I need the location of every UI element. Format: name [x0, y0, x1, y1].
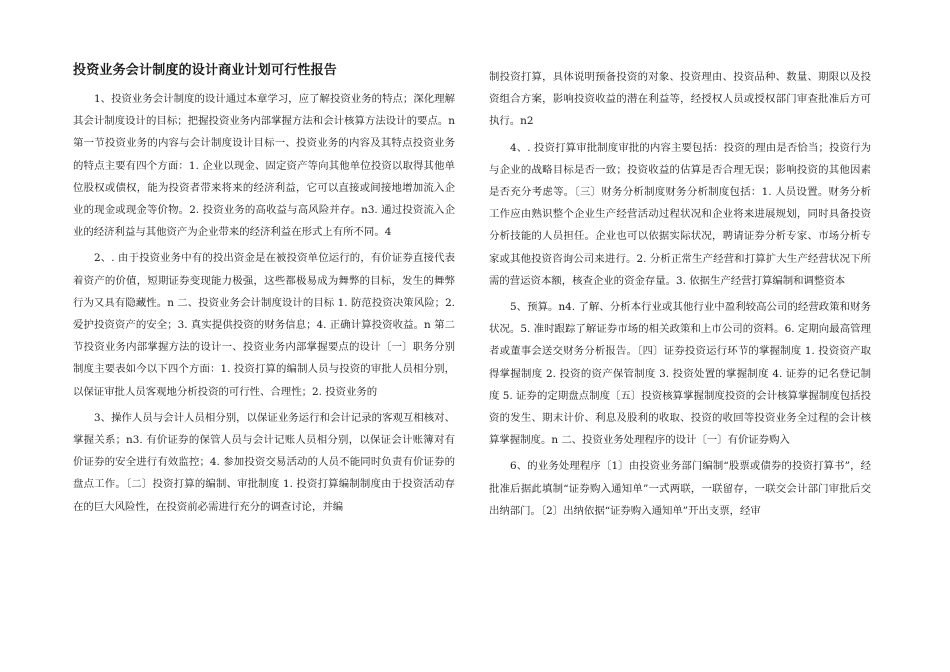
left-column — [73, 62, 455, 522]
paragraph-2: 2、. 由于投资业务中有的投出资金是在被投资单位运行的，有价证券直接代表着资产的价值，短期证券变现能力极强，这些都极易成为舞弊的目标，发生的舞弊行为又具有隐藏性。n 二、投资业务会计制度设计的目标 1. 防范投资决策风险；2. 爱护投资资产的安全；3. 真实提供投资的财务信息；4. 正确计算投资收益。n 第二节投资业务内部掌握方法的设计一、投资业务内部掌握要点的设计〔一〕职务分别制度主要表如今以下四个方面：1. 投资打算的编制人员与投资的审批人员相分别，以保证审批人员客观地分析投资的可行性、合理性；2. 投资业务的 — [73, 252, 455, 398]
document-title: 投资业务会计制度的设计商业计划可行性报告 — [73, 63, 338, 78]
paragraph-6: 6、的业务处理程序〔1〕由投资业务部门编制“股票或债券的投资打算书”，经批准后据此填制“证券购入通知单”一式两联，一联留存，一联交会计部门审批后交出纳部门。〔2〕出纳依据“证券购入通知单”开出支票，经审 — [489, 460, 871, 517]
paragraph-3-continued: 制投资打算，具体说明预备投资的对象、投资理由、投资品种、数量、期限以及投资组合方案，影响投资收益的潜在利益等，经授权人员或授权部门审查批准后方可执行。n2 — [489, 71, 871, 128]
paragraph-5: 5、预算。n4. 了解、分析本行业或其他行业中盈利较高公司的经营政策和财务状况。5. 准时跟踪了解证券市场的相关政策和上市公司的资料。6. 定期向最高管理者或董事会送交财务分析报告。〔四〕证券投资运行环节的掌握制度 1. 投资资产取得掌握制度 2. 投资的资产保管制度 3. 投资处置的掌握制度 4. 证券的记名登记制度 5. 证券的定期盘点制度〔五〕投资核算掌握制度投资的会计核算掌握制度包括投资的发生、期末计价、利息及股利的收取、投资的收回等投资业务全过程的会计核算掌握制度。n 二、投资业务处理程序的设计〔一〕有价证券购入 — [489, 301, 871, 447]
right-column — [489, 66, 871, 526]
paragraph-3: 3、操作人员与会计人员相分别，以保证业务运行和会计记录的客观互相核对、掌握关系；n3. 有价证券的保管人员与会计记账人员相分别，以保证会计账簿对有价证券的安全进行有效监控；4. 参加投资交易活动的人员不能同时负责有价证券的盘点工作。〔二〕投资打算的编制、审批制度 1. 投资打算编制制度由于投资活动存在的巨大风险性，在投资前必需进行充分的调查讨论，并编 — [73, 411, 455, 513]
paragraph-1: 1、投资业务会计制度的设计通过本章学习，应了解投资业务的特点；深化理解其会计制度设计的目标；把握投资业务内部掌握方法和会计核算方法设计的要点。n 第一节投资业务的内容与会计制度设计目标一、投资业务的内容及其特点投资业务的特点主要有四个方面：1. 企业以现金、固定资产等向其他单位投资以取得其他单位股权或债权，能为投资者带来将来的经济利益，它可以直接或间接地增加流入企业的现金或现金等价物。2. 投资业务的高收益与高风险并存。n3. 通过投资流入企业的经济利益与其他资产为企业带来的经济利益在形式上有所不同。4 — [73, 93, 455, 239]
paragraph-4: 4、. 投资打算审批制度审批的内容主要包括：投资的理由是否恰当；投资行为与企业的战略目标是否一致；投资收益的估算是否合理无误；影响投资的其他因素是否充分考虑等。〔三〕财务分析制度财务分析制度包括：1. 人员设置。财务分析工作应由熟识整个企业生产经营活动过程状况和企业将来进展规划，同时具备投资分析技能的人员担任。企业也可以依据实际状况，聘请证券分析专家、市场分析专家或其他投资咨询公司来进行。2. 分析正常生产经营和打算扩大生产经营状况下所需的营运资本额，核查企业的资金存量。3. 依据生产经营打算编制和调整资本 — [489, 141, 871, 287]
